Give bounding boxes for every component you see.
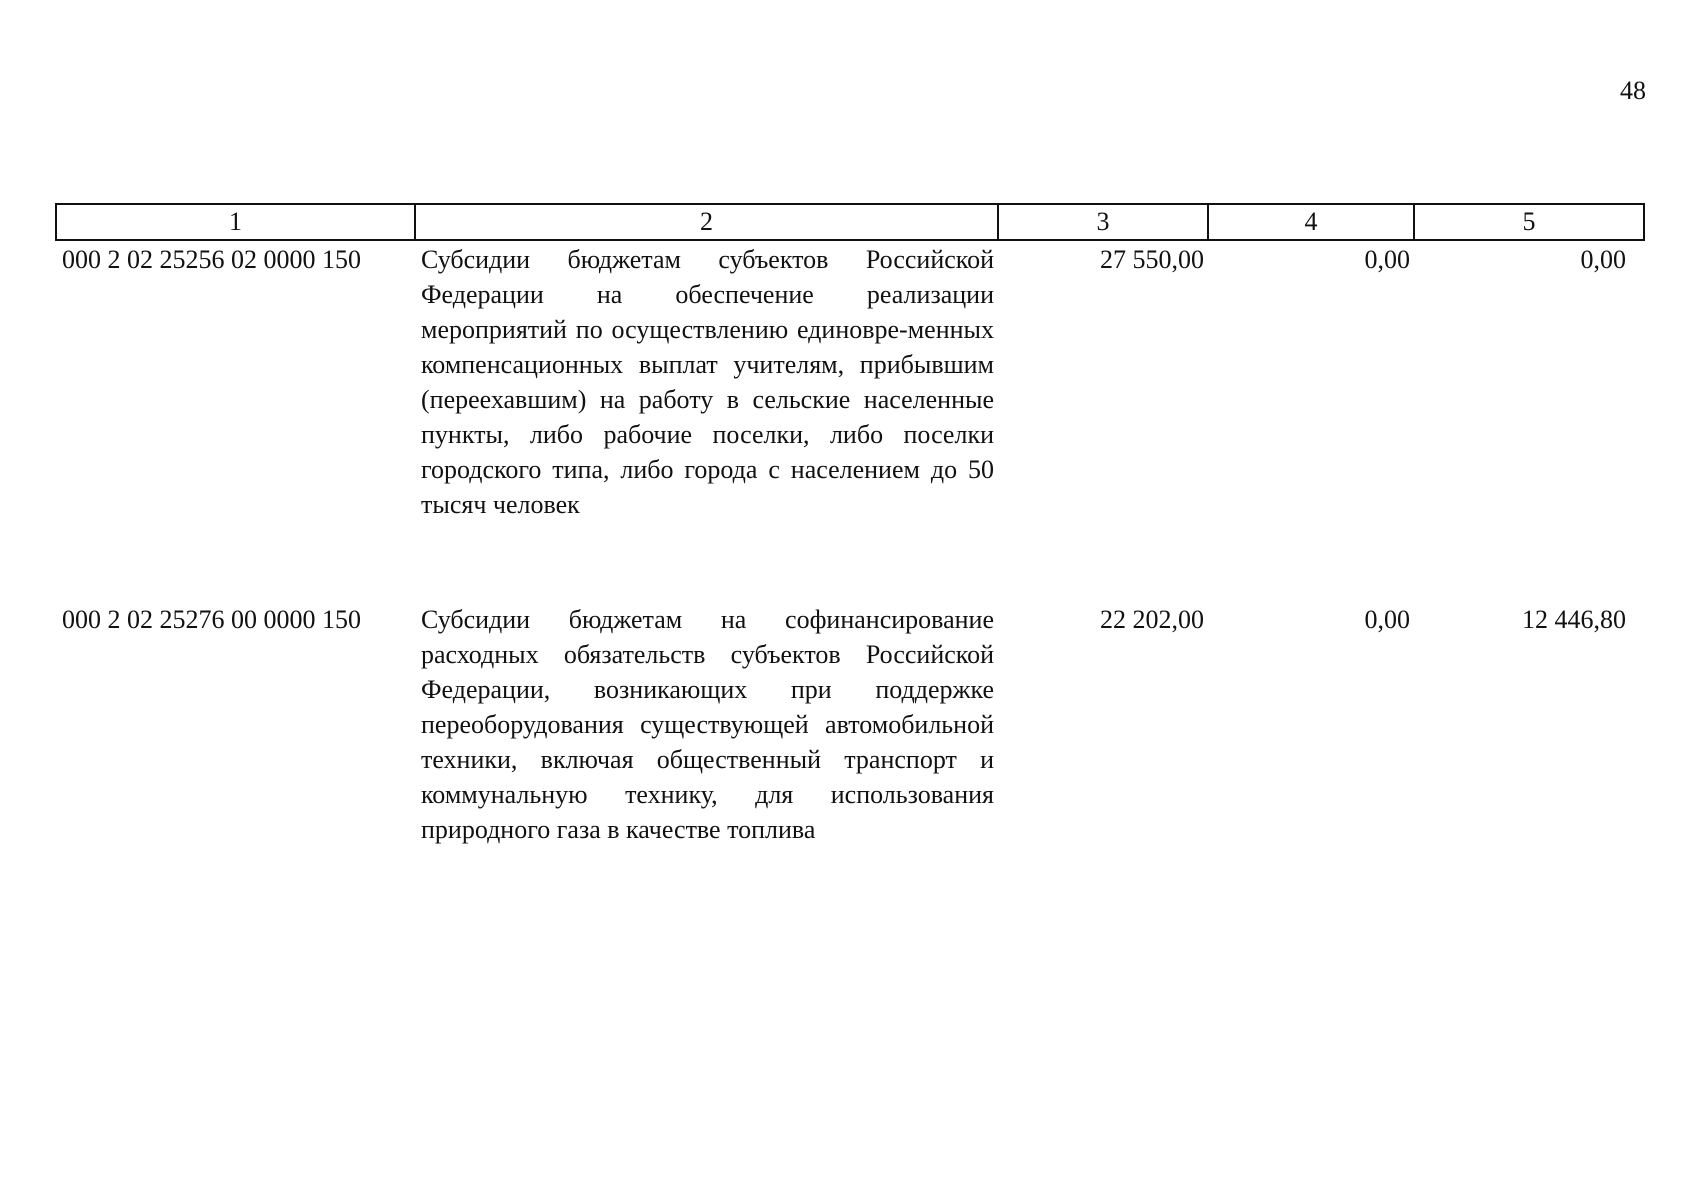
table-row (56, 602, 1644, 847)
description-cell: Субсидии бюджетам на софинансирование расходных обязательств субъектов Российской Федерации, возникающих при поддержке переоборудования существующей автомобильной техники, включая общественный транспорт и коммунальную технику, для использования природного газа в качестве топлива (421, 605, 994, 844)
amount-col5-cell: 0,00 (1580, 245, 1626, 274)
amount-col4-cell: 0,00 (1364, 605, 1410, 634)
budget-code-cell: 000 2 02 25256 02 0000 150 (62, 245, 361, 274)
column-header-5: 5 (1414, 204, 1644, 240)
table-row (56, 240, 1644, 602)
column-header-2: 2 (415, 204, 998, 240)
amount-col4-cell: 0,00 (1364, 245, 1410, 274)
page-number: 48 (1620, 76, 1646, 105)
table-header-row (56, 204, 1644, 240)
column-header-4: 4 (1208, 204, 1414, 240)
budget-table (55, 203, 1645, 847)
column-header-3: 3 (998, 204, 1208, 240)
amount-col5-cell: 12 446,80 (1522, 605, 1626, 634)
description-cell: Субсидии бюджетам субъектов Российской Федерации на обеспечение реализации мероприятий по осуществлению единовре-менных компенсационных выплат учителям, прибывшим (переехавшим) на работу в сельские населенные пункты, либо рабочие поселки, либо поселки городского типа, либо города с населением до 50 тысяч человек (421, 245, 994, 519)
budget-code-cell: 000 2 02 25276 00 0000 150 (62, 605, 361, 634)
column-header-1: 1 (56, 204, 415, 240)
amount-col3-cell: 22 202,00 (1100, 605, 1204, 634)
amount-col3-cell: 27 550,00 (1100, 245, 1204, 274)
